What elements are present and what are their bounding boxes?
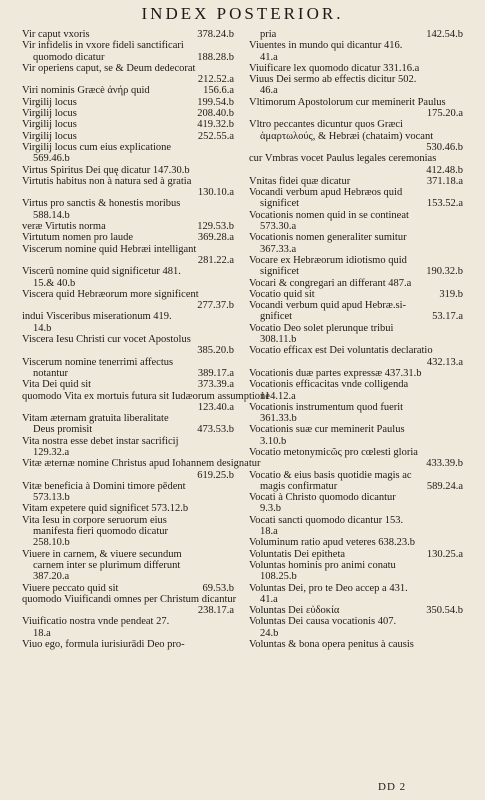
entry-text: Voluntas hominis pro animi conatu — [249, 559, 396, 571]
index-entry-line — [22, 311, 234, 322]
index-entry-line — [22, 379, 234, 390]
entry-reference: 589.24.a — [426, 480, 463, 492]
entry-reference: 238.17.a — [197, 605, 234, 617]
entry-text: Vocari & congregari an differant 487.a — [249, 277, 412, 289]
entry-reference: 156.6.a — [203, 85, 234, 97]
entry-text: manifesta fieri quomodo dicatur — [33, 526, 168, 538]
entry-text: 387.20.a — [33, 571, 70, 583]
entry-reference: 619.25.b — [197, 469, 234, 481]
entry-text: Viscera Iesu Christi cur vocet Apostolus — [22, 334, 191, 346]
index-entry-line — [249, 300, 463, 311]
index-entry-line — [22, 119, 234, 130]
entry-text: Virgilij locus — [22, 119, 77, 131]
index-entry-line — [249, 492, 463, 503]
entry-text: Voluntas Dei εὐδοκία — [249, 605, 340, 617]
entry-reference: 252.55.a — [197, 130, 234, 142]
entry-reference: 373.39.a — [197, 379, 234, 391]
index-entry-line — [249, 323, 463, 334]
index-entry-line — [22, 153, 234, 164]
entry-text: Vocatio & eius basis quotidie magis ac — [249, 469, 412, 481]
index-entry-line — [249, 311, 463, 322]
entry-text: Virtus pro sanctis & honestis moribus — [22, 198, 181, 210]
index-entry-line — [249, 402, 463, 413]
index-entry-line — [249, 29, 463, 40]
index-entry-line — [22, 436, 234, 447]
entry-reference: 389.17.a — [197, 367, 234, 379]
index-entry-line — [249, 481, 463, 492]
index-entry-line — [22, 368, 234, 379]
index-entry-line — [249, 176, 463, 187]
index-entry-line — [249, 424, 463, 435]
index-entry-line — [22, 176, 234, 187]
index-entry-line — [22, 131, 234, 142]
signature-mark: DD 2 — [378, 781, 407, 793]
entry-text: Vocati à Christo quomodo dicantur — [249, 492, 396, 504]
entry-text: Vocationis efficacitas vnde colligenda — [249, 379, 409, 391]
entry-text: pria — [260, 29, 277, 40]
index-entry-line — [249, 605, 463, 616]
index-entry-line — [249, 334, 463, 345]
entry-text: quomodo Vita ex mortuis futura sit Iudæorum assumptione — [22, 390, 270, 402]
entry-text: 18.a — [33, 627, 51, 639]
index-entry-line — [22, 605, 234, 616]
index-entry-line — [249, 447, 463, 458]
entry-text: 588.14.b — [33, 209, 70, 221]
entry-reference: 175.20.a — [426, 108, 463, 120]
index-entry-line — [22, 515, 234, 526]
entry-text: 9.3.b — [260, 503, 281, 515]
entry-text: Vocatio Deo solet plerunque tribui — [249, 322, 394, 334]
entry-text: significet — [260, 266, 300, 278]
entry-text: Vocati sancti quomodo dicantur 153. — [249, 514, 404, 526]
index-entry-line — [22, 549, 234, 560]
entry-text: Vocatio efficax est Dei voluntatis declaratio — [249, 345, 433, 357]
entry-text: Vltro peccantes dicuntur quos Græci — [249, 119, 403, 131]
index-entry-line — [249, 232, 463, 243]
entry-text: Vocandi verbum quid apud Hebræ.si- — [249, 300, 406, 312]
entry-text: 15.& 40.b — [33, 277, 76, 289]
entry-text: gnificet — [260, 311, 293, 323]
entry-text: quomodo dicatur — [33, 51, 105, 63]
entry-text: 114.12.a — [260, 390, 296, 402]
entry-reference: 69.53.b — [202, 582, 234, 594]
entry-text: veræ Virtutis norma — [22, 221, 106, 233]
index-entry-line — [22, 108, 234, 119]
entry-text: notantur — [33, 367, 68, 379]
entry-text: carnem inter se plurimum differunt — [33, 559, 181, 571]
index-entry-line — [249, 119, 463, 130]
entry-reference: 130.10.a — [197, 187, 234, 199]
index-entry-line — [22, 165, 234, 176]
entry-text: Viuificare lex quomodo dicatur 331.16.a — [249, 62, 420, 74]
entry-text: 3.10.b — [260, 435, 287, 447]
entry-reference: 432.13.a — [426, 356, 463, 368]
entry-text: indui Visceribus miserationum 419. — [22, 311, 172, 323]
entry-text: Voluntas Dei, pro te Deo accep a 431. — [249, 582, 408, 594]
index-entry-line — [249, 345, 463, 356]
index-entry-line — [249, 210, 463, 221]
index-entry-line — [22, 492, 234, 503]
index-entry-line — [22, 255, 234, 266]
index-entry-line — [22, 345, 234, 356]
index-entry-line — [249, 278, 463, 289]
entry-text: Voluntas & bona opera penitus à causis — [249, 639, 414, 651]
index-entry-line — [249, 52, 463, 63]
index-entry-line — [22, 470, 234, 481]
entry-reference: 473.53.b — [197, 424, 234, 436]
entry-text: Vitæ beneficia à Domini timore pēdent — [22, 480, 186, 492]
index-entry-line — [22, 289, 234, 300]
entry-text: Virgilij locus — [22, 130, 77, 142]
index-entry-line — [22, 142, 234, 153]
entry-reference: 419.32.b — [197, 119, 234, 131]
index-entry-line — [22, 357, 234, 368]
index-entry-line — [22, 29, 234, 40]
entry-text: 573.30.a — [260, 221, 297, 233]
index-entry-line — [22, 97, 234, 108]
index-entry-line — [22, 74, 234, 85]
entry-reference: 208.40.b — [197, 108, 234, 120]
index-entry-line — [22, 232, 234, 243]
entry-text: magis confirmatur — [260, 480, 338, 492]
index-entry-line — [249, 515, 463, 526]
entry-text: Vocatio metonymicῶς pro cœlesti gloria — [249, 446, 418, 458]
entry-text: 41.a — [260, 593, 278, 605]
index-entry-line — [249, 63, 463, 74]
index-entry-line — [22, 323, 234, 334]
entry-text: 367.33.a — [260, 243, 297, 255]
index-entry-line — [22, 503, 234, 514]
index-entry-line — [249, 413, 463, 424]
index-entry-line — [22, 526, 234, 537]
index-entry-line — [249, 391, 463, 402]
index-entry-line — [249, 368, 463, 379]
index-entry-line — [22, 334, 234, 345]
index-entry-line — [22, 413, 234, 424]
entry-text: Vir caput vxoris — [22, 29, 90, 40]
index-entry-line — [249, 142, 463, 153]
index-entry-line — [22, 85, 234, 96]
entry-text: Virtutis habitus non à natura sed à gratia — [22, 175, 192, 187]
index-entry-line — [22, 40, 234, 51]
entry-text: 573.13.b — [33, 492, 70, 504]
index-entry-line — [249, 616, 463, 627]
index-entry-line — [22, 458, 261, 470]
entry-text: Voluntas Dei causa vocationis 407. — [249, 616, 397, 628]
index-entry-line — [249, 97, 463, 108]
entry-reference: 433.39.b — [426, 458, 463, 470]
entry-reference: 369.28.a — [197, 232, 234, 244]
index-entry-line — [22, 244, 234, 255]
entry-reference: 53.17.a — [432, 311, 463, 323]
index-entry-line — [22, 593, 237, 605]
index-entry-line — [249, 639, 463, 650]
entry-reference: 319.b — [439, 288, 463, 300]
entry-text: 308.11.b — [260, 334, 297, 346]
entry-text: Vocationis nomen quid in se contineat — [249, 209, 409, 221]
index-entry-line — [249, 108, 463, 119]
entry-reference: 412.48.b — [426, 164, 463, 176]
index-entry-line — [22, 481, 234, 492]
entry-reference: 199.54.b — [197, 96, 234, 108]
entry-reference: 385.20.b — [197, 345, 234, 357]
entry-text: 361.33.b — [260, 413, 297, 425]
entry-reference: 350.54.b — [426, 605, 463, 617]
index-entry-line — [249, 357, 463, 368]
index-entry-line — [249, 165, 463, 176]
entry-text: Vnitas fidei quæ dicatur — [249, 175, 351, 187]
entry-text: Vocationis duæ partes expressæ 437.31.b — [249, 367, 422, 379]
index-entry-line — [249, 266, 463, 277]
entry-reference: 188.28.b — [197, 51, 234, 63]
entry-reference: 371.18.a — [426, 175, 463, 187]
index-entry-line — [249, 221, 463, 232]
entry-text: Viscera quid Hebræorum more significent — [22, 288, 199, 300]
entry-text: Viuo ego, formula iurisiurādi Deo pro- — [22, 639, 185, 651]
entry-text: Virgilij locus — [22, 108, 77, 120]
index-entry-line — [249, 628, 463, 639]
entry-text: Viuere peccato quid sit — [22, 582, 119, 594]
entry-reference: 142.54.b — [426, 29, 463, 40]
entry-text: Vir operiens caput, se & Deum dedecorat — [22, 62, 196, 74]
entry-text: Vitæ æternæ nomine Christus apud Iohannem designatur — [22, 458, 261, 470]
entry-text: Vltimorum Apostolorum cur meminerit Paulus — [249, 96, 446, 108]
entry-text: Virtus Spiritus Dei quę dicatur 147.30.b — [22, 164, 190, 176]
index-entry-line — [22, 187, 234, 198]
entry-text: Vitam æternam gratuita liberalitate — [22, 413, 169, 425]
index-entry-line — [22, 221, 234, 232]
entry-text: Vocationis nomen generaliter sumitur — [249, 232, 407, 244]
entry-text: Viuus Dei sermo ab effectis dicitur 502. — [249, 74, 417, 86]
index-entry-line — [22, 52, 234, 63]
entry-text: Voluntatis Dei epitheta — [249, 548, 346, 560]
entry-text: Vocatio quid sit — [249, 288, 315, 300]
index-entry-line — [22, 198, 234, 209]
index-entry-line — [22, 63, 234, 74]
index-entry-line — [249, 379, 463, 390]
entry-text: Viuere in carnem, & viuere secundum — [22, 548, 182, 560]
entry-reference: 530.46.b — [426, 141, 463, 153]
index-entry-line — [249, 436, 463, 447]
entry-text: 258.10.b — [33, 537, 70, 549]
index-entry-line — [22, 628, 234, 639]
entry-text: Vocationis instrumentum quod fuerit — [249, 401, 404, 413]
entry-reference: 123.40.a — [197, 401, 234, 413]
entry-text: Virgilij locus — [22, 96, 77, 108]
entry-reference: 190.32.b — [426, 266, 463, 278]
index-entry-line — [249, 289, 463, 300]
index-entry-line — [22, 616, 234, 627]
index-entry-line — [249, 198, 463, 209]
entry-text: 18.a — [260, 526, 278, 538]
entry-text: Voluminum ratio apud veteres 638.23.b — [249, 537, 416, 549]
index-entry-line — [249, 594, 463, 605]
entry-reference: 378.24.b — [197, 29, 234, 40]
entry-text: Viscerum nomine quid Hebræi intelligant — [22, 243, 197, 255]
entry-text: Vocationis suæ cur meminerit Paulus — [249, 424, 405, 436]
entry-text: Viri nominis Græcè ἀνήρ quid — [22, 85, 150, 97]
index-entry-line — [249, 470, 463, 481]
index-entry-line — [249, 571, 463, 582]
index-entry-line — [249, 458, 463, 469]
index-entry-line — [22, 447, 234, 458]
entry-text: 24.b — [260, 627, 279, 639]
index-entry-line — [22, 300, 234, 311]
entry-text: Vocandi verbum apud Hebræos quid — [249, 187, 403, 199]
entry-reference: 212.52.a — [197, 74, 234, 86]
index-entry-line — [249, 40, 463, 51]
index-entry-line — [249, 131, 463, 142]
index-entry-line — [22, 583, 234, 594]
index-entry-line — [22, 390, 270, 402]
index-entry-line — [249, 153, 463, 164]
index-entry-line — [22, 402, 234, 413]
entry-reference: 129.53.b — [197, 221, 234, 233]
index-entry-line — [249, 187, 463, 198]
index-entry-line — [249, 537, 463, 548]
entry-reference: 130.25.a — [426, 548, 463, 560]
entry-text: 41.a — [260, 51, 278, 63]
entry-text: Viuificatio nostra vnde pendeat 27. — [22, 616, 170, 628]
entry-text: cur Vmbras vocet Paulus legales ceremonias — [249, 153, 437, 165]
entry-text: Vita Dei quid sit — [22, 379, 92, 391]
entry-reference: 281.22.a — [197, 254, 234, 266]
entry-text: 14.b — [33, 322, 52, 334]
right-column — [249, 29, 463, 650]
index-entry-line — [22, 210, 234, 221]
page-header: INDEX POSTERIOR. — [141, 4, 344, 23]
entry-text: Vita nostra esse debet instar sacrificij — [22, 435, 179, 447]
entry-text: 129.32.a — [33, 446, 70, 458]
index-entry-line — [22, 571, 234, 582]
entry-text: Vir infidelis in vxore fideli sanctificari — [22, 40, 184, 52]
entry-text: quomodo Viuificandi omnes per Christum dicantur — [22, 593, 237, 605]
index-entry-line — [249, 526, 463, 537]
entry-text: Viscerũ nomine quid significetur 481. — [22, 266, 181, 278]
index-entry-line — [22, 560, 234, 571]
entry-text: Vocare ex Hebræorum idiotismo quid — [249, 254, 407, 266]
entry-text: 46.a — [260, 85, 278, 97]
index-entry-line — [22, 639, 234, 650]
entry-text: Virtutum nomen pro laude — [22, 232, 134, 244]
index-entry-line — [22, 266, 234, 277]
index-entry-line — [249, 503, 463, 514]
index-entry-line — [249, 549, 463, 560]
index-entry-line — [249, 255, 463, 266]
index-entry-line — [22, 424, 234, 435]
entry-reference: 277.37.b — [197, 300, 234, 312]
index-entry-line — [22, 278, 234, 289]
entry-text: 108.25.b — [260, 571, 297, 583]
entry-text: significet — [260, 198, 300, 210]
entry-reference: 153.52.a — [426, 198, 463, 210]
index-entry-line — [22, 537, 234, 548]
entry-text: Virgilij locus cum eius explicatione — [22, 141, 172, 153]
entry-text: Viuentes in mundo qui dicantur 416. — [249, 40, 403, 52]
entry-text: ἁμαρτωλούς, & Hebræi (chataim) vocant — [260, 130, 434, 142]
entry-text: Deus promisit — [33, 424, 93, 436]
entry-text: Viscerum nomine tenerrimi affectus — [22, 356, 174, 368]
entry-text: Vitam expetere quid significet 573.12.b — [22, 503, 189, 515]
index-entry-line — [249, 583, 463, 594]
index-entry-line — [249, 74, 463, 85]
index-entry-line — [249, 85, 463, 96]
entry-text: Vita Iesu in corpore seruorum eius — [22, 514, 167, 526]
index-entry-line — [249, 244, 463, 255]
index-entry-line — [249, 560, 463, 571]
entry-text: 569.46.b — [33, 153, 70, 165]
